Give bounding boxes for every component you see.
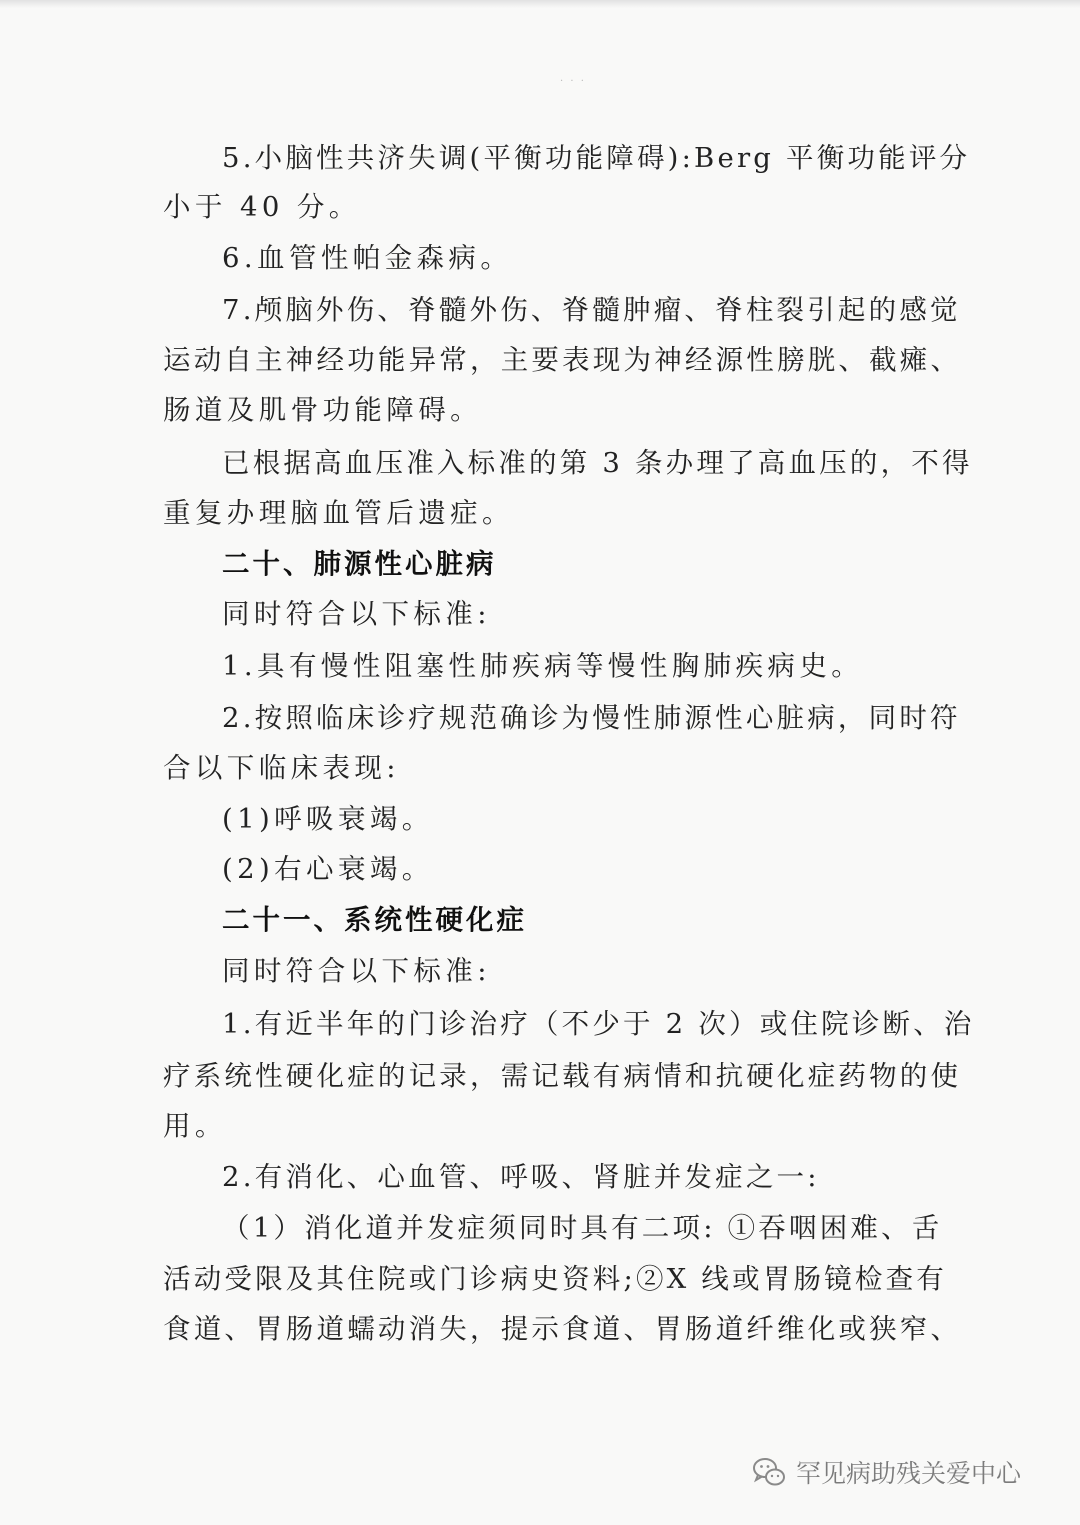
text-line: 同时符合以下标准: bbox=[222, 955, 491, 987]
text-line: 已根据高血压准入标准的第 3 条办理了高血压的，不得 bbox=[222, 447, 973, 479]
watermark bbox=[752, 1452, 1021, 1492]
scan-edge bbox=[0, 0, 1080, 8]
text-line: 运动自主神经功能异常，主要表现为神经源性膀胱、截瘫、 bbox=[163, 344, 962, 376]
text-line: 2.按照临床诊疗规范确诊为慢性肺源性心脏病，同时符 bbox=[222, 702, 961, 734]
text-line: （1）消化道并发症须同时具有二项: ①吞咽困难、舌 bbox=[222, 1212, 943, 1244]
section-heading: 二十一、系统性硬化症 bbox=[222, 904, 527, 936]
text-line: 2.有消化、心血管、呼吸、肾脏并发症之一: bbox=[222, 1161, 820, 1193]
text-line: 小于 40 分。 bbox=[163, 191, 361, 223]
wechat-icon bbox=[752, 1455, 786, 1489]
watermark-text: 罕见病助残关爱中心 bbox=[796, 1459, 1022, 1488]
scan-smudge: · · · bbox=[560, 76, 586, 87]
text-line: 5.小脑性共济失调(平衡功能障碍):Berg 平衡功能评分 bbox=[222, 142, 971, 174]
text-line: 1.有近半年的门诊治疗（不少于 2 次）或住院诊断、治 bbox=[222, 1008, 975, 1040]
text-line: 合以下临床表现: bbox=[163, 752, 400, 784]
text-line: 同时符合以下标准: bbox=[222, 598, 491, 630]
text-line: 肠道及肌骨功能障碍。 bbox=[163, 394, 482, 426]
text-line: 重复办理脑血管后遗症。 bbox=[163, 497, 514, 529]
text-line: 1.具有慢性阻塞性肺疾病等慢性胸肺疾病史。 bbox=[222, 650, 864, 682]
text-line: 食道、胃肠道蠕动消失，提示食道、胃肠道纤维化或狭窄、 bbox=[163, 1313, 962, 1345]
text-line: (2)右心衰竭。 bbox=[222, 853, 434, 885]
text-line: (1)呼吸衰竭。 bbox=[222, 803, 434, 835]
text-line: 疗系统性硬化症的记录，需记载有病情和抗硬化症药物的使 bbox=[163, 1060, 962, 1092]
text-line: 活动受限及其住院或门诊病史资料;②X 线或胃肠镜检查有 bbox=[163, 1263, 947, 1295]
text-line: 用。 bbox=[163, 1110, 227, 1142]
text-line: 6.血管性帕金森病。 bbox=[222, 242, 513, 274]
text-line: 7.颅脑外伤、脊髓外伤、脊髓肿瘤、脊柱裂引起的感觉 bbox=[222, 294, 961, 326]
section-heading: 二十、肺源性心脏病 bbox=[222, 548, 497, 580]
